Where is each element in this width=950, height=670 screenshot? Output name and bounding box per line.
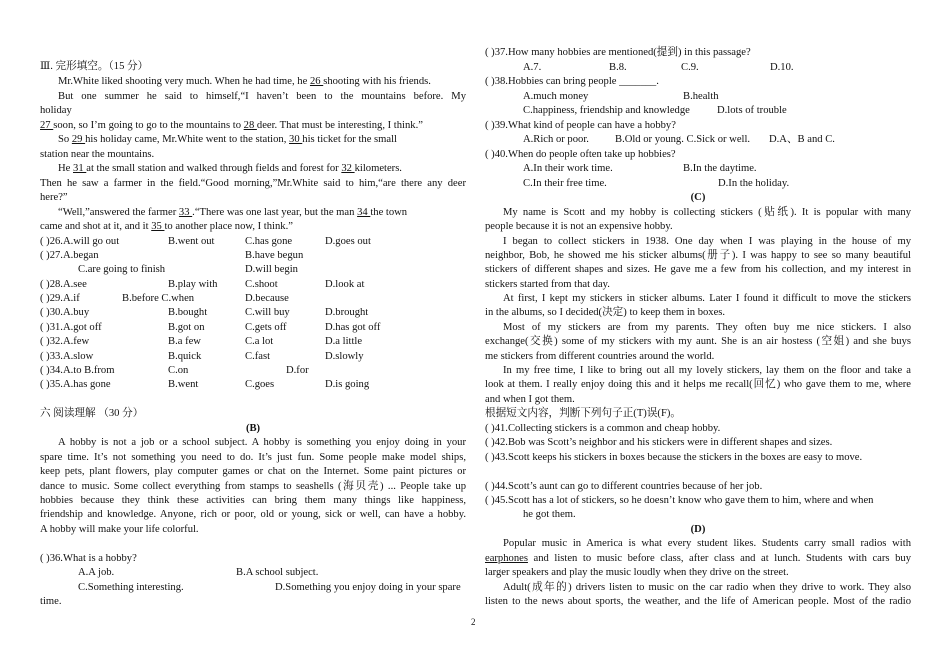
passage-c-title: (C) — [690, 192, 706, 203]
question-42: ( )42.Bob was Scott’s neighbor and his stickers were in different shapes and sizes. — [485, 437, 833, 448]
passage-c-line: neighbor, Bob, he showed me his sticker albums(册子). I was happy to see so many beautiful — [485, 250, 911, 261]
judge-instruction: 根据短文内容，判断下列句子正(T)误(F)。 — [485, 408, 681, 419]
blank-31: 31 — [73, 163, 87, 174]
passage-c-line: me stickers from different countries around the world. — [485, 351, 715, 362]
blank-27: 27 — [40, 120, 54, 131]
q36-option-d-cont: time. — [40, 596, 62, 607]
cloze-line-11: came and shot at it, and it 35 to another place now, I think.” — [40, 221, 293, 232]
section6-heading: 六 阅读理解 （30 分） — [40, 408, 144, 419]
question-40: ( )40.When do people often take up hobbies? — [485, 149, 676, 160]
blank-26: 26 — [309, 76, 324, 87]
q40-option-d: D.In the holiday. — [718, 178, 790, 189]
page-number: 2 — [471, 617, 476, 627]
passage-d-line: larger speakers and play the music loudly when they drive on the street. — [485, 567, 789, 578]
passage-b-line: A hobby will make your life colorful. — [40, 524, 199, 535]
q40-option-b: B.In the daytime. — [683, 163, 757, 174]
cloze-line-6: station near the mountains. — [40, 149, 155, 160]
question-45: ( )45.Scott has a lot of stickers, so he doesn’t know who gave them to him, where and when — [485, 495, 874, 506]
blank-32: 32 — [341, 163, 355, 174]
question-45-cont: he got them. — [523, 509, 576, 520]
q40-option-a: A.In their work time. — [523, 163, 613, 174]
passage-c-line: stickers started from that day. — [485, 279, 610, 290]
question-43: ( )43.Scott keeps his stickers in boxes because the stickers in the boxes are easy to move. — [485, 452, 863, 463]
passage-c-line: exchange(交换) some of my stickers with my aunt. She is an air hostess (空姐) and she buys — [485, 336, 911, 347]
q38-option-a: A.much money — [523, 91, 589, 102]
q36-option-a: A.A job. — [78, 567, 115, 578]
cloze-line-5: So 29 his holiday came, Mr.White went to the station, 30 his ticket for the small — [58, 134, 397, 145]
passage-b-line: dance to music. Some collect everything from stamps to seashells (海贝壳) ... People take up — [40, 481, 466, 492]
blank-29: 29 — [71, 134, 86, 145]
blank-35: 35 — [151, 221, 165, 232]
blank-28: 28 — [243, 120, 257, 131]
passage-d-title: (D) — [690, 524, 706, 535]
blank-30: 30 — [289, 134, 303, 145]
passage-b-line: keep pets, plant flowers, play computer games or chat on the Internet. Some paint pictures or — [40, 466, 466, 477]
cloze-line-2: But one summer he said to himself,“I haven’t been to the mountains before. My — [58, 91, 466, 102]
passage-b-line: spare time. It’s not something you need to do. It’s just fun. Some people make model ships, — [40, 452, 466, 463]
question-39: ( )39.What kind of people can have a hobby? — [485, 120, 676, 131]
passage-c-line: Most of my stickers are from my parents. They often buy me nice stickers. I also — [503, 322, 911, 333]
question-38: ( )38.Hobbies can bring people _______. — [485, 76, 659, 87]
passage-c-line: in the albums, so I decided(决定) to keep them in boxes. — [485, 307, 726, 318]
passage-d-line: listen to the news about sports, the weather, and the life of American people. Most of the radio — [485, 596, 911, 607]
q38-option-c: C.happiness, friendship and knowledge — [523, 105, 690, 116]
section3-heading: Ⅲ. 完形填空。（15 分） — [40, 61, 149, 72]
cloze-line-1: Mr.White liked shooting very much. When he had time, he 26 shooting with his friends. — [58, 76, 431, 87]
passage-c-line: In my free time, I like to bring out all my lovely stickers, lay them on the floor and take a — [503, 365, 911, 376]
passage-b-line: A hobby is not a job or a school subject. A hobby is something you enjoy doing in your — [58, 437, 466, 448]
blank-33: 33 — [178, 207, 193, 218]
question-37: ( )37.How many hobbies are mentioned(提到) in this passage? — [485, 47, 751, 58]
cloze-line-4: 27 soon, so I’m going to go to the mountains to 28 deer. That must be interesting, I think.” — [40, 120, 423, 131]
cloze-line-3: holiday — [40, 105, 72, 116]
blank-34: 34 — [357, 207, 371, 218]
q40-option-c: C.In their free time. — [523, 178, 607, 189]
passage-d-line: earphones and listen to music before class, after class and at lunch. Students with cars buy — [485, 553, 911, 564]
cloze-line-9: here?” — [40, 192, 68, 203]
passage-c-line: At first, I kept my stickers in sticker albums. Later I found it difficult to move the stickers — [503, 293, 911, 304]
q36-option-b: B.A school subject. — [236, 567, 319, 578]
q36-option-c: C.Something interesting. — [78, 582, 184, 593]
question-44: ( )44.Scott’s aunt can go to different countries because of her job. — [485, 481, 763, 492]
passage-b-line: hobbies because they think these activities can bring them many things like happiness, — [40, 495, 466, 506]
question-41: ( )41.Collecting stickers is a common and cheap hobby. — [485, 423, 721, 434]
q38-option-b: B.health — [683, 91, 719, 102]
passage-c-line: look at them. I really enjoy doing this and it helps me recall(回忆) who gave them to me, where — [485, 379, 911, 390]
question-36: ( )36.What is a hobby? — [40, 553, 137, 564]
underlined-word: earphones — [485, 553, 528, 564]
cloze-line-8: Then he saw a farmer in the field.“Good morning,”Mr.White said to him,“are there any deer — [40, 178, 466, 189]
passage-c-line: I began to collect stickers in 1938. One day when I was playing in the house of my — [503, 236, 911, 247]
q36-option-d: D.Something you enjoy doing in your spare — [275, 582, 461, 593]
q38-option-d: D.lots of trouble — [717, 105, 787, 116]
passage-d-line: Popular music in America is what every student likes. Students carry small radios with — [503, 538, 911, 549]
passage-b-line: friendship and knowledge. Anyone, rich or poor, old or young, sick or well, can have a hobby. — [40, 509, 466, 520]
cloze-line-10: “Well,”answered the farmer 33 .“There was one last year, but the man 34 the town — [58, 207, 408, 218]
passage-c-line: My name is Scott and my hobby is collecting stickers (贴纸). It is popular with many — [503, 207, 911, 218]
passage-c-line: and when I got them. — [485, 394, 575, 405]
passage-c-line: stickers of different shapes and sizes. He gave me a few from his collection, and my interest in — [485, 264, 911, 275]
passage-d-line: Adult(成年的) drivers listen to music on the car radio when they drive to work. They also — [503, 582, 911, 593]
passage-c-line: people because it is not an expensive hobby. — [485, 221, 673, 232]
cloze-line-7: He 31 at the small station and walked through fields and forest for 32 kilometers. — [58, 163, 402, 174]
passage-b-title: (B) — [245, 423, 261, 434]
